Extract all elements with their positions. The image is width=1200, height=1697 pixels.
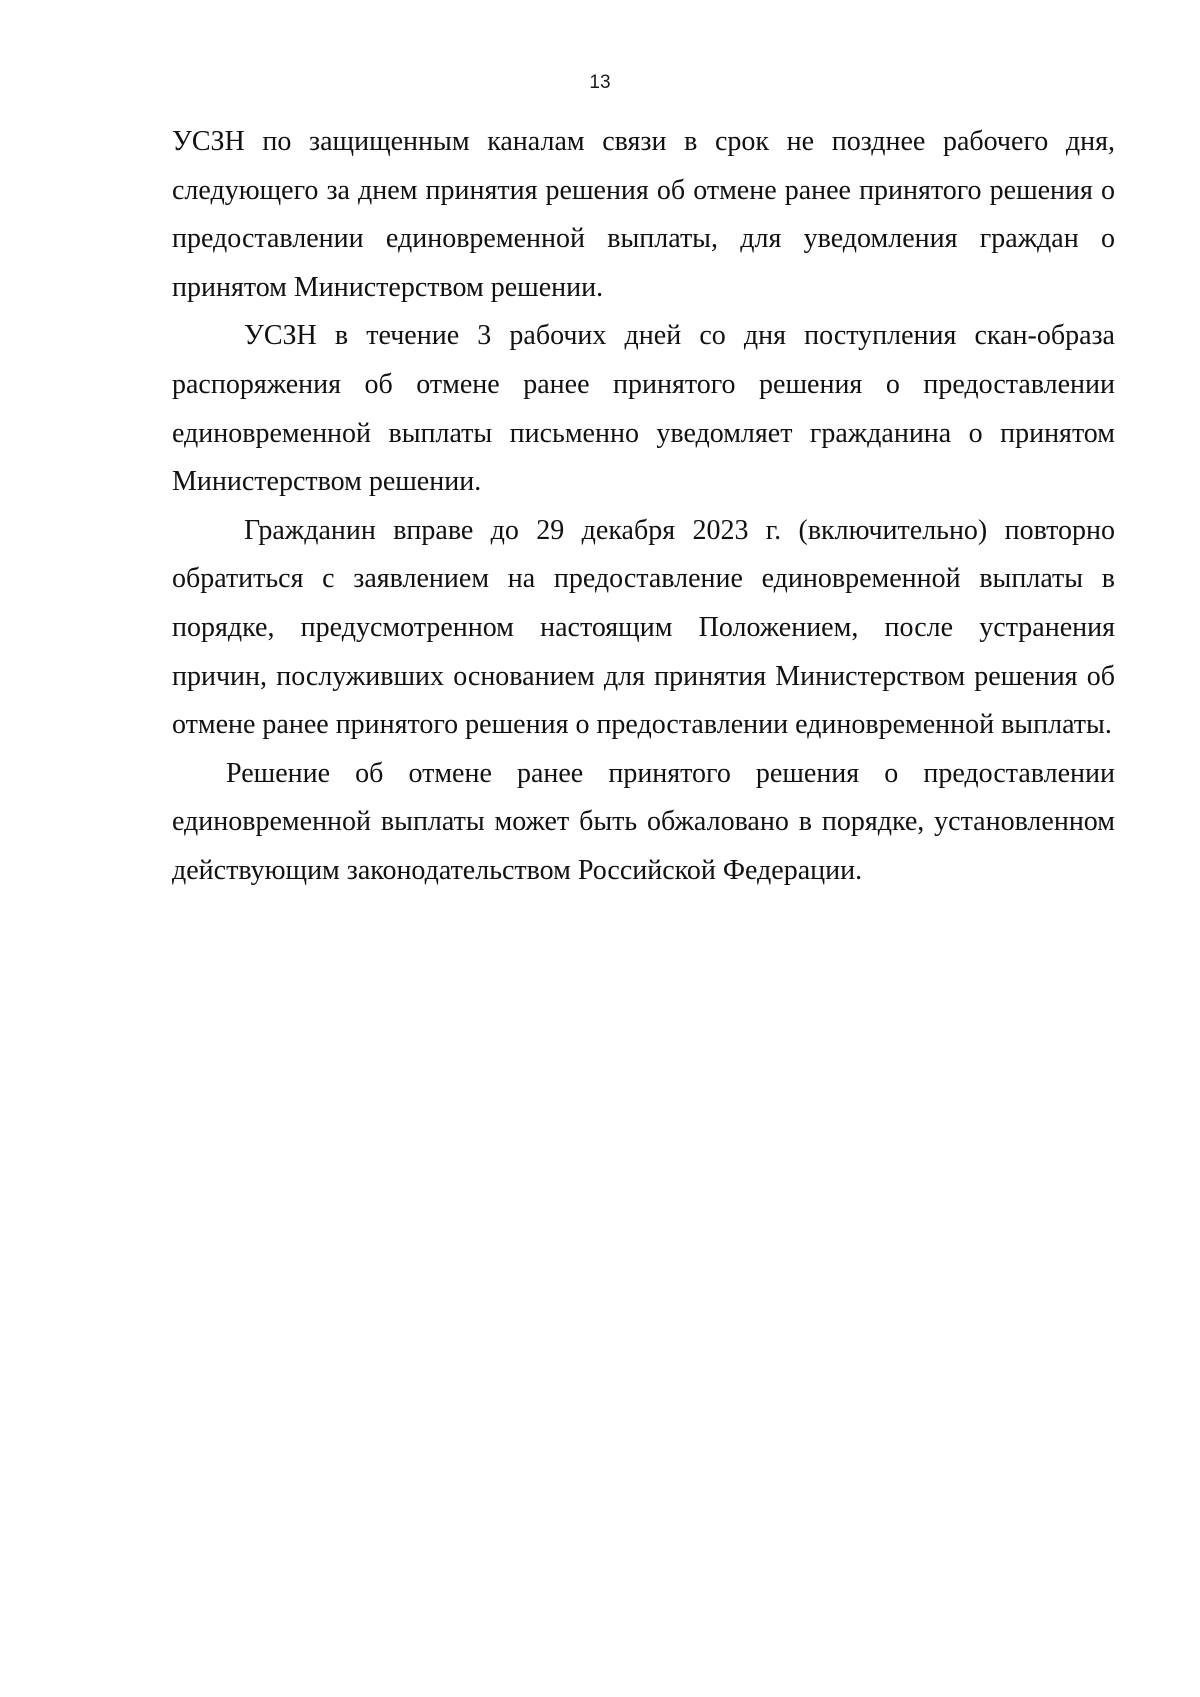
- paragraph-1: УСЗН по защищенным каналам связи в срок не позднее рабочего дня, следующего за днем принятия решения об отмене ранее принятого решения о предоставлении единовременной выплаты, для уведомления граждан о принятом Министерством решении.: [172, 126, 1115, 303]
- paragraph-4: Решение об отмене ранее принятого решения о предоставлении единовременной выплаты может быть обжаловано в порядке, установленном действующим законодательством Российской Федерации.: [172, 757, 1115, 886]
- page-number: 13: [589, 72, 611, 93]
- document-body: [172, 118, 1115, 896]
- paragraph-2: УСЗН в течение 3 рабочих дней со дня поступления скан-образа распоряжения об отмене ранее принятого решения о предоставлении единовременной выплаты письменно уведомляет гражданина о принятом Министерством решении.: [172, 320, 1115, 498]
- paragraph-3: Гражданин вправе до 29 декабря 2023 г. (включительно) повторно обратиться с заявлением на предоставление единовременной выплаты в порядке, предусмотренном настоящим Положением, после устранения причин, послуживших основанием для принятия Министерством решения об отмене ранее принятого решения о предоставлении единовременной выплаты.: [172, 514, 1115, 741]
